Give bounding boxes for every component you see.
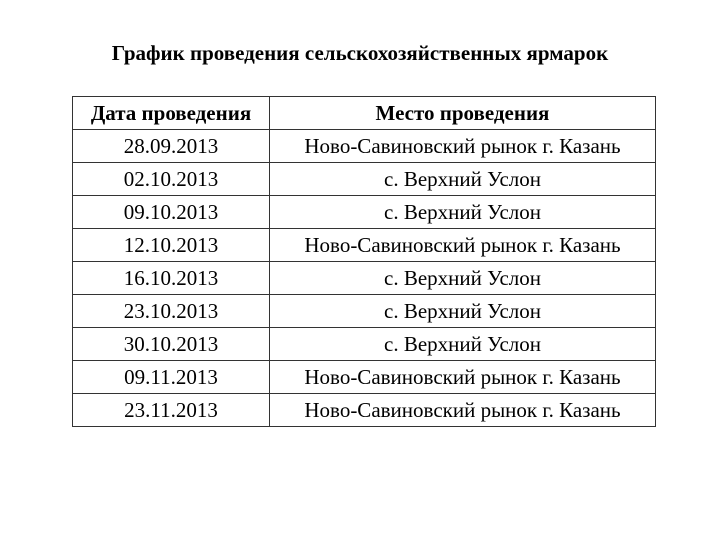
- page-title: График проведения сельскохозяйственных ярмарок: [111, 41, 609, 65]
- date-cell: 30.10.2013: [73, 328, 270, 361]
- place-cell: Ново-Савиновский рынок г. Казань: [270, 361, 656, 394]
- table-row: [73, 295, 656, 328]
- date-cell: 23.10.2013: [73, 295, 270, 328]
- date-cell: 09.11.2013: [73, 361, 270, 394]
- table-row: [73, 361, 656, 394]
- place-cell: Ново-Савиновский рынок г. Казань: [270, 394, 656, 427]
- date-cell: 23.11.2013: [73, 394, 270, 427]
- place-cell: с. Верхний Услон: [270, 262, 656, 295]
- fair-schedule-table: [72, 96, 656, 427]
- place-cell: Ново-Савиновский рынок г. Казань: [270, 130, 656, 163]
- place-cell: с. Верхний Услон: [270, 196, 656, 229]
- table-row: [73, 130, 656, 163]
- table-row: [73, 229, 656, 262]
- date-cell: 02.10.2013: [73, 163, 270, 196]
- place-cell: с. Верхний Услон: [270, 328, 656, 361]
- table-row: [73, 328, 656, 361]
- table-row: [73, 394, 656, 427]
- table-row: [73, 163, 656, 196]
- place-cell: с. Верхний Услон: [270, 295, 656, 328]
- column-header-date: Дата проведения: [73, 97, 270, 130]
- table-row: [73, 262, 656, 295]
- date-cell: 12.10.2013: [73, 229, 270, 262]
- table-row: [73, 196, 656, 229]
- date-cell: 16.10.2013: [73, 262, 270, 295]
- table-header-row: [73, 97, 656, 130]
- column-header-place: Место проведения: [270, 97, 656, 130]
- date-cell: 28.09.2013: [73, 130, 270, 163]
- place-cell: Ново-Савиновский рынок г. Казань: [270, 229, 656, 262]
- date-cell: 09.10.2013: [73, 196, 270, 229]
- place-cell: с. Верхний Услон: [270, 163, 656, 196]
